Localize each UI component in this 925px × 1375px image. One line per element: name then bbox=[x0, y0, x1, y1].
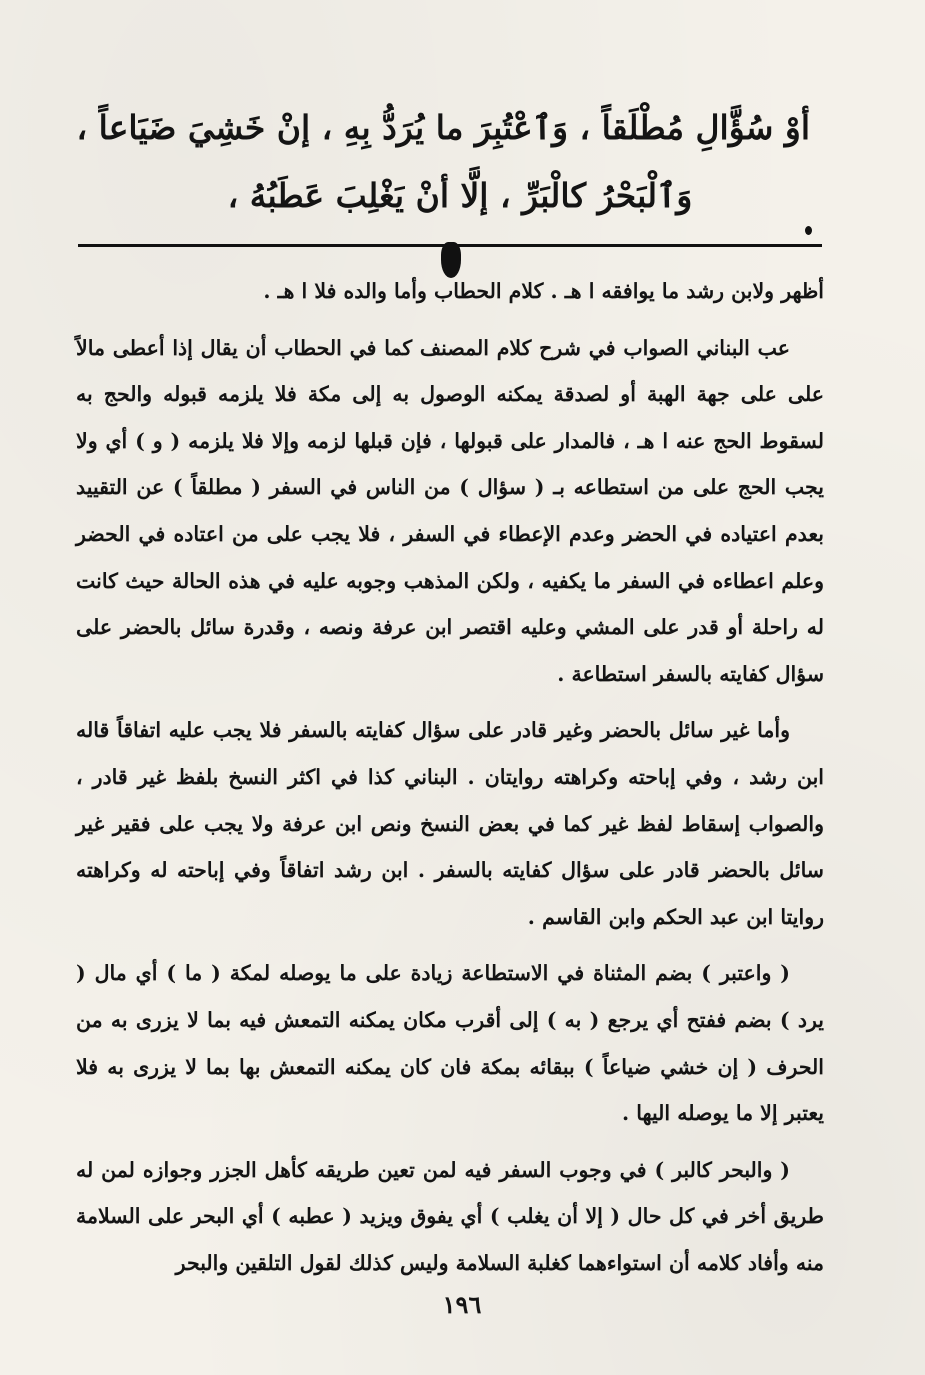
verse-line-1: أوْ سُؤَّالِ مُطْلَقاً ، وَٱعْتُبِرَ ما يُرَدُّ بِهِ ، إنْ خَشِيَ ضَيَاعاً ، bbox=[76, 108, 810, 147]
page-number: ١٩٦ bbox=[442, 1290, 482, 1319]
commentary-text bbox=[76, 268, 824, 1296]
ink-mark bbox=[805, 226, 812, 235]
verse-line-2: وَٱلْبَحْرُ كالْبَرِّ ، إلَّا أنْ يَغْلِبَ عَطَبُهُ ، bbox=[227, 176, 693, 215]
commentary-paragraph-2: عب البناني الصواب في شرح كلام المصنف كما في الحطاب أن يقال إذا أعطى مالاً على على جهة الهبة أو لصدقة يمكنه الوصول به إلى مكة فلا يلزمه قبوله والحج به لسقوط الحج عنه ا هـ ، فالمدار على قبولها ، فإن قبلها لزمه وإلا فلا يلزمه ( و ) أي ولا يجب الحج على من استطاعه بـ ( سؤال ) من الناس في السفر ( مطلقاً ) عن التقييد بعدم اعتياده في الحضر وعدم الإعطاء في السفر ، فلا يجب على من اعتاده في الحضر وعلم اعطاءه في السفر ما يكفيه ، ولكن المذهب وجوبه عليه في هذه الحالة حيث كانت له راحلة أو قدر على المشي وعليه اقتصر ابن عرفة ونصه ، وقدرة سائل بالحضر على سؤال كفايته بالسفر استطاعة . bbox=[76, 335, 824, 686]
commentary-paragraph-3: وأما غير سائل بالحضر وغير قادر على سؤال كفايته بالسفر فلا يجب عليه اتفاقاً قاله ابن رشد ، وفي إباحته وكراهته روايتان . البناني كذا في اكثر النسخ بلفظ غير قادر ، والصواب إسقاط لفظ غير كما في بعض النسخ ونص ابن عرفة ولا يجب على فقير غير سائل بالحضر قادر على سؤال كفايته بالسفر . ابن رشد اتفاقاً وفي إباحته له وكراهته روايتا ابن عبد الحكم وابن القاسم . bbox=[76, 718, 824, 929]
commentary-paragraph-4: ( واعتبر ) بضم المثناة في الاستطاعة زيادة على ما يوصله لمكة ( ما ) أي مال ( يرد ) بضم ففتح أي يرجع ( به ) إلى أقرب مكان يمكنه التمعش فيه بما لا يزرى به من الحرف ( إن خشي ضياعاً ) ببقائه بمكة فان كان يمكنه التمعش بها بما لا يزرى به فلا يعتبر إلا ما يوصله اليها . bbox=[76, 961, 824, 1126]
commentary-paragraph-1: أظهر ولابن رشد ما يوافقه ا هـ . كلام الحطاب وأما والده فلا ا هـ . bbox=[263, 279, 824, 303]
commentary-paragraph-5: ( والبحر كالبر ) في وجوب السفر فيه لمن تعين طريقه كأهل الجزر وجوازه لمن له طريق أخر في كل حال ( إلا أن يغلب ) أي يفوق ويزيد ( عطبه ) أي البحر على السلامة منه وأفاد كلامه أن استواءهما كغلبة السلامة وليس كذلك لقول التلقين والبحر bbox=[76, 1157, 824, 1275]
